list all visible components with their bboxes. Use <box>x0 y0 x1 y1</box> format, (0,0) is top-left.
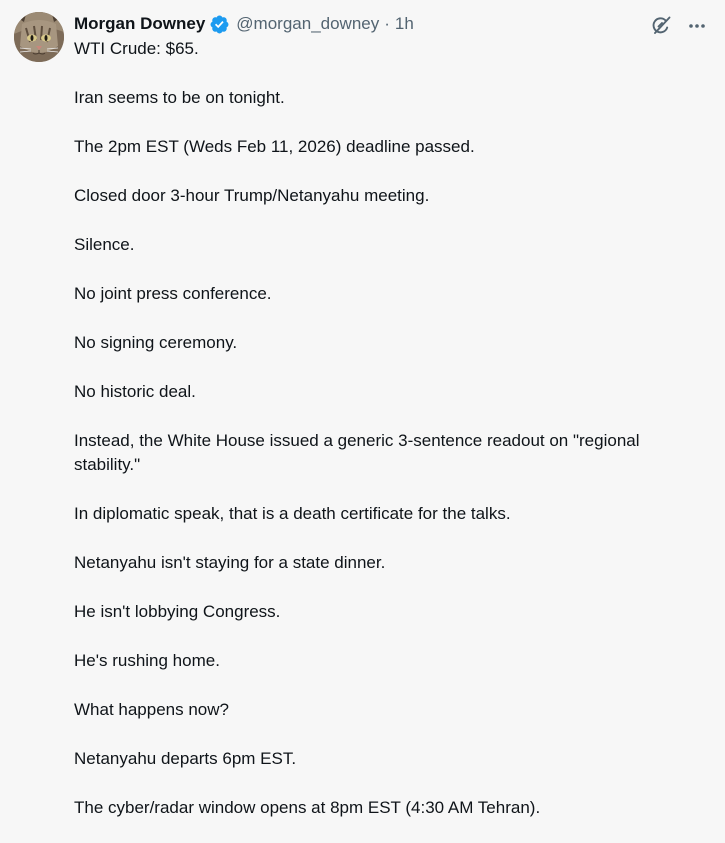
tweet-paragraph: In diplomatic speak, that is a death certificate for the talks. <box>74 504 511 523</box>
grok-icon[interactable] <box>649 14 673 38</box>
tweet-paragraph: What happens now? <box>74 700 229 719</box>
timestamp[interactable]: 1h <box>394 14 414 33</box>
tweet-paragraph: He's rushing home. <box>74 651 220 670</box>
tweet-paragraph: No historic deal. <box>74 382 196 401</box>
tweet-paragraph: No signing ceremony. <box>74 333 238 352</box>
tweet-paragraph: WTI Crude: $65. <box>74 39 199 58</box>
tweet-paragraph: Netanyahu departs 6pm EST. <box>74 749 297 768</box>
tweet-paragraph: No joint press conference. <box>74 284 272 303</box>
more-icon[interactable] <box>685 14 709 38</box>
tweet-paragraph: The cyber/radar window opens at 8pm EST (4:30 AM Tehran). <box>74 798 541 817</box>
tweet-paragraph: He isn't lobbying Congress. <box>74 602 281 621</box>
verified-badge-icon <box>209 14 230 35</box>
top-actions <box>649 14 709 38</box>
tweet-paragraph: The 2pm EST (Weds Feb 11, 2026) deadline passed. <box>74 137 475 156</box>
tweet-paragraph: Netanyahu isn't staying for a state dinner. <box>74 553 386 572</box>
tweet-paragraph: Instead, the White House issued a generic 3-sentence readout on "regional stability." <box>74 431 640 474</box>
tweet-text <box>74 37 704 843</box>
separator-dot: · <box>384 14 390 33</box>
avatar[interactable] <box>14 12 64 62</box>
tweet-header <box>74 12 414 36</box>
cat-avatar-icon <box>14 12 64 62</box>
author-handle[interactable]: @morgan_downey <box>236 14 380 33</box>
author-name[interactable]: Morgan Downey <box>74 14 206 33</box>
tweet-paragraph: Silence. <box>74 235 135 254</box>
tweet-paragraph: Iran seems to be on tonight. <box>74 88 285 107</box>
tweet-paragraph: Closed door 3-hour Trump/Netanyahu meeting. <box>74 186 430 205</box>
